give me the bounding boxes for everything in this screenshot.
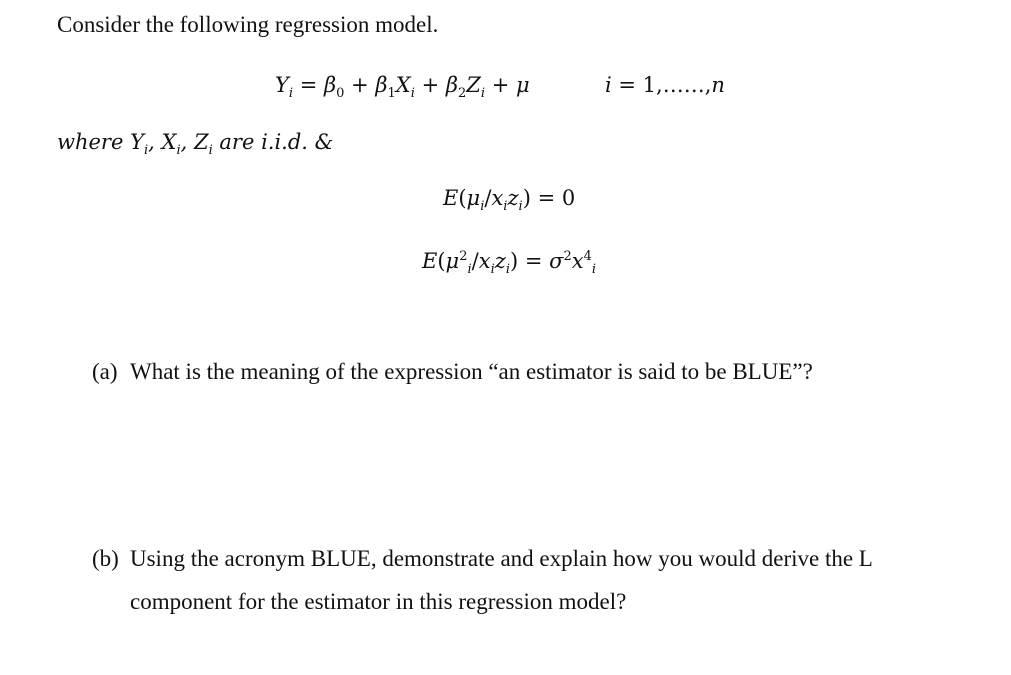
z-subscript: i xyxy=(480,86,486,102)
close-paren: ) xyxy=(510,249,519,273)
z-var: Z xyxy=(466,73,481,97)
where-clause xyxy=(57,128,333,165)
question-b-text-line1: Using the acronym BLUE, demonstrate and explain how you would derive the L xyxy=(130,546,873,571)
question-b-label: (b) xyxy=(92,546,119,571)
y-subscript: i xyxy=(288,86,294,102)
z-var: z xyxy=(494,249,506,273)
question-a-label: (a) xyxy=(92,359,118,384)
y-var: Y xyxy=(130,130,144,154)
question-b-continuation: component for the estimator in this regression model? xyxy=(130,589,627,614)
question-a xyxy=(92,358,813,386)
beta0-subscript: 0 xyxy=(336,86,345,102)
x-var: x xyxy=(571,249,584,273)
z-var: Z xyxy=(193,130,209,154)
mu-var: μ xyxy=(445,249,460,273)
mu-subscript: i xyxy=(467,262,472,278)
expectation-operator: E xyxy=(443,186,459,210)
z-subscript: i xyxy=(505,262,510,278)
z-var: z xyxy=(507,186,519,210)
y-subscript: i xyxy=(143,143,149,159)
plus-sign: + xyxy=(414,73,446,97)
expectation-operator: E xyxy=(422,249,438,273)
x-superscript: 4 xyxy=(583,249,592,264)
regression-equation xyxy=(275,71,530,108)
mu-subscript: i xyxy=(480,199,485,215)
x-subscript: i xyxy=(503,199,508,215)
equals-sign: = xyxy=(293,73,324,97)
slash: / xyxy=(471,249,479,273)
intro-text: Consider the following regression model. xyxy=(57,12,439,37)
x-subscript: i xyxy=(591,262,597,278)
x-var: X xyxy=(161,130,177,154)
sigma-superscript: 2 xyxy=(563,249,572,264)
x-var: X xyxy=(395,73,411,97)
plus-sign: + xyxy=(485,73,517,97)
equals-zero: = 0 xyxy=(530,186,576,210)
x-subscript: i xyxy=(410,86,415,102)
beta1: β xyxy=(375,73,388,97)
assumption-variance xyxy=(422,243,596,284)
slash: / xyxy=(484,186,492,210)
x-var: x xyxy=(478,249,491,273)
index-range xyxy=(605,71,725,99)
x-var: x xyxy=(491,186,504,210)
plus-sign: + xyxy=(344,73,376,97)
where-word: where xyxy=(57,130,131,154)
mu-var: μ xyxy=(516,73,530,97)
beta1-subscript: 1 xyxy=(387,86,396,102)
z-subscript: i xyxy=(208,143,213,159)
question-b xyxy=(92,545,873,573)
index-n: n xyxy=(711,73,725,97)
mu-var: μ xyxy=(466,186,481,210)
question-a-text: What is the meaning of the expression “an estimator is said to be BLUE”? xyxy=(130,359,813,384)
sigma-var: σ xyxy=(549,249,564,273)
beta0: β xyxy=(324,73,337,97)
x-subscript: i xyxy=(490,262,495,278)
comma: , xyxy=(180,130,194,154)
index-values: = 1,……, xyxy=(611,73,712,97)
equals-sign: = xyxy=(518,249,550,273)
open-paren: ( xyxy=(437,249,446,273)
y-var: Y xyxy=(275,73,289,97)
assumption-zero-mean xyxy=(443,184,575,221)
open-paren: ( xyxy=(458,186,467,210)
z-subscript: i xyxy=(518,199,523,215)
mu-superscript: 2 xyxy=(459,249,468,264)
comma: , xyxy=(148,130,162,154)
beta2-subscript: 2 xyxy=(458,86,467,102)
close-paren: ) xyxy=(522,186,531,210)
index-var: i xyxy=(605,73,612,97)
x-subscript: i xyxy=(176,143,181,159)
where-tail: are i.i.d. & xyxy=(212,130,334,154)
beta2: β xyxy=(445,73,459,97)
